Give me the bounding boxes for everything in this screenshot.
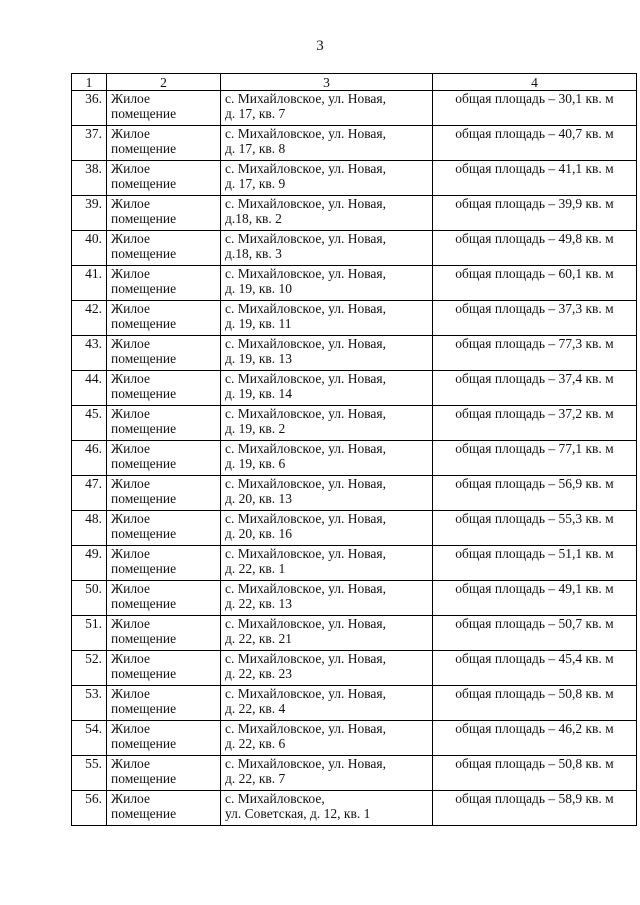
address-line-1: с. Михайловское, ул. Новая, <box>225 266 386 281</box>
total-area: общая площадь – 37,4 кв. м <box>433 371 637 406</box>
row-number: 50. <box>72 581 107 616</box>
table-row <box>72 406 637 441</box>
address-line-1: с. Михайловское, ул. Новая, <box>225 91 386 106</box>
object-address <box>221 441 433 476</box>
total-area: общая площадь – 77,1 кв. м <box>433 441 637 476</box>
object-address <box>221 371 433 406</box>
address-line-1: с. Михайловское, ул. Новая, <box>225 546 386 561</box>
object-type: Жилое помещение <box>107 686 221 721</box>
total-area: общая площадь – 55,3 кв. м <box>433 511 637 546</box>
object-type: Жилое помещение <box>107 441 221 476</box>
object-address <box>221 511 433 546</box>
object-type: Жилое помещение <box>107 91 221 126</box>
address-line-1: с. Михайловское, ул. Новая, <box>225 686 386 701</box>
page-number: 3 <box>316 38 324 54</box>
table-row <box>72 791 637 826</box>
object-type: Жилое помещение <box>107 231 221 266</box>
row-number: 54. <box>72 721 107 756</box>
column-header-area: 4 <box>433 74 637 91</box>
address-line-2: д. 17, кв. 9 <box>225 176 286 191</box>
address-line-2: д. 17, кв. 7 <box>225 106 286 121</box>
table-row <box>72 511 637 546</box>
table-row <box>72 371 637 406</box>
object-address <box>221 126 433 161</box>
object-address <box>221 161 433 196</box>
total-area: общая площадь – 45,4 кв. м <box>433 651 637 686</box>
object-address <box>221 686 433 721</box>
object-type: Жилое помещение <box>107 616 221 651</box>
object-address <box>221 196 433 231</box>
row-number: 40. <box>72 231 107 266</box>
address-line-2: ул. Советская, д. 12, кв. 1 <box>225 806 371 821</box>
table-row <box>72 721 637 756</box>
table-row <box>72 581 637 616</box>
address-line-2: д. 22, кв. 4 <box>225 701 286 716</box>
address-line-2: д. 20, кв. 13 <box>225 491 293 506</box>
table-row <box>72 441 637 476</box>
table-row <box>72 266 637 301</box>
row-number: 55. <box>72 756 107 791</box>
object-type: Жилое помещение <box>107 371 221 406</box>
row-number: 56. <box>72 791 107 826</box>
object-address <box>221 791 433 826</box>
address-line-2: д. 22, кв. 21 <box>225 631 293 646</box>
object-address <box>221 266 433 301</box>
table-row <box>72 336 637 371</box>
address-line-1: с. Михайловское, ул. Новая, <box>225 336 386 351</box>
total-area: общая площадь – 40,7 кв. м <box>433 126 637 161</box>
object-address <box>221 476 433 511</box>
row-number: 53. <box>72 686 107 721</box>
total-area: общая площадь – 50,8 кв. м <box>433 686 637 721</box>
total-area: общая площадь – 41,1 кв. м <box>433 161 637 196</box>
address-line-2: д. 19, кв. 11 <box>225 316 292 331</box>
object-address <box>221 721 433 756</box>
address-line-1: с. Михайловское, ул. Новая, <box>225 371 386 386</box>
address-line-1: с. Михайловское, ул. Новая, <box>225 231 386 246</box>
address-line-2: д. 19, кв. 10 <box>225 281 293 296</box>
object-type: Жилое помещение <box>107 511 221 546</box>
row-number: 44. <box>72 371 107 406</box>
object-type: Жилое помещение <box>107 756 221 791</box>
address-line-1: с. Михайловское, ул. Новая, <box>225 476 386 491</box>
row-number: 49. <box>72 546 107 581</box>
row-number: 43. <box>72 336 107 371</box>
address-line-1: с. Михайловское, ул. Новая, <box>225 161 386 176</box>
object-type: Жилое помещение <box>107 266 221 301</box>
column-header-number: 1 <box>72 74 107 91</box>
property-table <box>71 73 637 826</box>
object-type: Жилое помещение <box>107 791 221 826</box>
table-row <box>72 161 637 196</box>
table-row <box>72 231 637 266</box>
address-line-2: д. 19, кв. 13 <box>225 351 293 366</box>
row-number: 51. <box>72 616 107 651</box>
object-address <box>221 756 433 791</box>
object-type: Жилое помещение <box>107 406 221 441</box>
total-area: общая площадь – 51,1 кв. м <box>433 546 637 581</box>
address-line-2: д. 22, кв. 6 <box>225 736 286 751</box>
row-number: 38. <box>72 161 107 196</box>
address-line-1: с. Михайловское, ул. Новая, <box>225 756 386 771</box>
address-line-2: д.18, кв. 2 <box>225 211 282 226</box>
object-address <box>221 546 433 581</box>
total-area: общая площадь – 30,1 кв. м <box>433 91 637 126</box>
table-row <box>72 546 637 581</box>
row-number: 37. <box>72 126 107 161</box>
table-row <box>72 616 637 651</box>
total-area: общая площадь – 58,9 кв. м <box>433 791 637 826</box>
object-address <box>221 406 433 441</box>
column-header-type: 2 <box>107 74 221 91</box>
total-area: общая площадь – 49,8 кв. м <box>433 231 637 266</box>
object-type: Жилое помещение <box>107 301 221 336</box>
object-address <box>221 336 433 371</box>
address-line-1: с. Михайловское, ул. Новая, <box>225 616 386 631</box>
total-area: общая площадь – 46,2 кв. м <box>433 721 637 756</box>
address-line-2: д. 19, кв. 6 <box>225 456 286 471</box>
address-line-1: с. Михайловское, <box>225 791 325 806</box>
address-line-1: с. Михайловское, ул. Новая, <box>225 126 386 141</box>
object-type: Жилое помещение <box>107 581 221 616</box>
row-number: 41. <box>72 266 107 301</box>
object-address <box>221 301 433 336</box>
address-line-2: д. 19, кв. 14 <box>225 386 293 401</box>
table-body <box>72 91 637 826</box>
total-area: общая площадь – 60,1 кв. м <box>433 266 637 301</box>
address-line-1: с. Михайловское, ул. Новая, <box>225 441 386 456</box>
row-number: 52. <box>72 651 107 686</box>
address-line-1: с. Михайловское, ул. Новая, <box>225 721 386 736</box>
total-area: общая площадь – 56,9 кв. м <box>433 476 637 511</box>
address-line-2: д. 19, кв. 2 <box>225 421 286 436</box>
row-number: 47. <box>72 476 107 511</box>
table-row <box>72 686 637 721</box>
total-area: общая площадь – 50,8 кв. м <box>433 756 637 791</box>
row-number: 46. <box>72 441 107 476</box>
address-line-2: д. 22, кв. 1 <box>225 561 286 576</box>
object-address <box>221 581 433 616</box>
table-row <box>72 651 637 686</box>
total-area: общая площадь – 77,3 кв. м <box>433 336 637 371</box>
column-header-address: 3 <box>221 74 433 91</box>
address-line-2: д. 17, кв. 8 <box>225 141 286 156</box>
address-line-2: д.18, кв. 3 <box>225 246 282 261</box>
object-type: Жилое помещение <box>107 196 221 231</box>
row-number: 39. <box>72 196 107 231</box>
total-area: общая площадь – 50,7 кв. м <box>433 616 637 651</box>
object-address <box>221 231 433 266</box>
address-line-2: д. 22, кв. 7 <box>225 771 286 786</box>
address-line-2: д. 20, кв. 16 <box>225 526 293 541</box>
object-type: Жилое помещение <box>107 476 221 511</box>
table-header-row <box>72 74 637 91</box>
total-area: общая площадь – 39,9 кв. м <box>433 196 637 231</box>
address-line-1: с. Михайловское, ул. Новая, <box>225 196 386 211</box>
address-line-1: с. Михайловское, ул. Новая, <box>225 301 386 316</box>
table-row <box>72 126 637 161</box>
object-type: Жилое помещение <box>107 126 221 161</box>
table-row <box>72 476 637 511</box>
address-line-2: д. 22, кв. 23 <box>225 666 293 681</box>
address-line-1: с. Михайловское, ул. Новая, <box>225 511 386 526</box>
object-type: Жилое помещение <box>107 161 221 196</box>
row-number: 42. <box>72 301 107 336</box>
table-row <box>72 756 637 791</box>
object-type: Жилое помещение <box>107 651 221 686</box>
total-area: общая площадь – 37,2 кв. м <box>433 406 637 441</box>
row-number: 36. <box>72 91 107 126</box>
address-line-2: д. 22, кв. 13 <box>225 596 293 611</box>
object-type: Жилое помещение <box>107 546 221 581</box>
table-row <box>72 301 637 336</box>
total-area: общая площадь – 37,3 кв. м <box>433 301 637 336</box>
table-row <box>72 91 637 126</box>
row-number: 48. <box>72 511 107 546</box>
address-line-1: с. Михайловское, ул. Новая, <box>225 581 386 596</box>
table-row <box>72 196 637 231</box>
address-line-1: с. Михайловское, ул. Новая, <box>225 651 386 666</box>
total-area: общая площадь – 49,1 кв. м <box>433 581 637 616</box>
row-number: 45. <box>72 406 107 441</box>
object-address <box>221 91 433 126</box>
object-type: Жилое помещение <box>107 721 221 756</box>
address-line-1: с. Михайловское, ул. Новая, <box>225 406 386 421</box>
object-type: Жилое помещение <box>107 336 221 371</box>
object-address <box>221 651 433 686</box>
object-address <box>221 616 433 651</box>
